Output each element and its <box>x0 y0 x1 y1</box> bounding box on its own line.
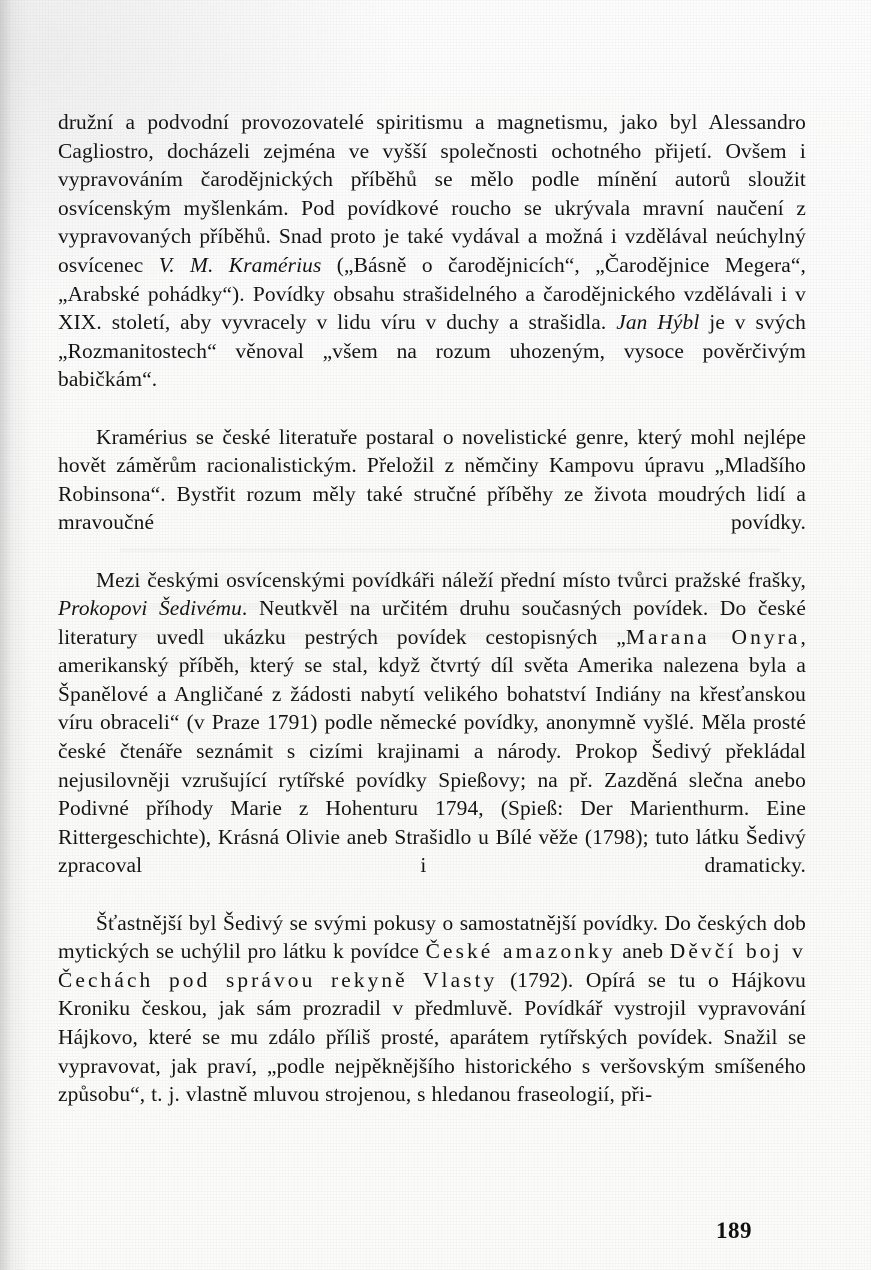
text-run: , amerikanský příběh, který se stal, když čtvrtý díl světa Amerika nalezena byla a Španělové a Angličané z žádosti nabytí velikého bohatství Indiány na křesťanskou víru obraceli“ (v Praze 1791) podle německé povídky, anonymně vyšlé. Měla prosté české čtenáře seznámit s cizími krajinami a národy. Prokop Šedivý překládal nejusilovněji vzrušující rytířské povídky Spießovy; na př. Zazděná slečna anebo Podivné příhody Marie z Hohenturu 1794, (Spieß: Der Marienthurm. Eine Rittergeschichte), Krásná Olivie aneb Strašidlo u Bílé věže (1798); tuto látku Šedivý zpracoval i dramaticky. <box>58 624 806 878</box>
text-run: . Neutkvěl na určitém druhu současných povídek. Do české literatury uvedl ukázku pestrých povídek cestopisných „ <box>58 596 806 649</box>
text-run: („Básně o čarodějnicích“, „Čarodějnice Megera“, „Arabské pohádky“). Povídky obsahu strašidelného a čarodějnického vzdělávali i v XIX. století, aby vyvracely v lidu víru v duchy a strašidla. <box>58 252 806 335</box>
paragraph <box>58 108 806 423</box>
italic-emphasis: Jan Hýbl <box>616 310 700 335</box>
paragraph <box>58 423 806 566</box>
text-run: aneb <box>615 939 670 964</box>
text-run: družní a podvodní provozovatelé spiritismu a magnetismu, jako byl Alessandro Cagliostro, docházeli zejména ve vyšší společnosti ochotného přijetí. Ovšem i vypravováním čarodějnických příběhů se mělo podle mínění autorů sloužit osvícenským myšlenkám. Pod povídkové roucho se ukrývala mravní naučení z vypravovaných příběhů. Snad proto je také vydával a možná i vzdělával neúchylný osvícenec <box>58 110 806 277</box>
text-run: Mezi českými osvícenskými povídkáři náleží přední místo tvůrci pražské frašky, <box>96 567 806 592</box>
text-run: Kramérius se české literatuře postaral o novelistické genre, který mohl nejlépe hovět záměrům racionalistickým. Přeložil z němčiny Kampovu úpravu „Mladšího Robinsona“. Bystřit rozum měly také stručné příběhy ze života moudrých lidí a mravoučné povídky. <box>58 424 806 535</box>
text-run: je v svých „Rozmanitostech“ věnoval „všem na rozum uhozeným, vysoce pověrčivým babičkám“. <box>58 310 806 392</box>
text-run: Šťastnější byl Šedivý se svými pokusy o samostatnější povídky. Do českých dob mytických se uchýlil pro látku k povídce <box>58 910 806 964</box>
letterspaced-title: Marana Onyra <box>625 624 801 649</box>
letterspaced-title: Děvčí boj v Čechách pod správou rekyně Vlasty <box>58 939 806 992</box>
body-text-block <box>58 108 806 1109</box>
paragraph <box>58 566 806 909</box>
text-run: (1792). Opírá se tu o Hájkovu Kroniku českou, jak sám prozradil v předmluvě. Povídkář vystrojil vypravování Hájkovo, které se mu zdálo příliš prosté, aparátem rytířských povídek. Snažil se vypravovat, jak praví, „podle nejpěknějšího historického s veršovským smíšeného způsobu“, t. j. vlastně mluvou strojenou, s hledanou fraseologií, při- <box>58 967 806 1107</box>
page-number: 189 <box>716 1218 752 1243</box>
italic-emphasis: Prokopovi Šedivému <box>58 596 242 621</box>
italic-emphasis: V. M. Kramérius <box>158 252 322 277</box>
paragraph <box>58 909 806 1109</box>
letterspaced-title: České amazonky <box>425 939 616 964</box>
